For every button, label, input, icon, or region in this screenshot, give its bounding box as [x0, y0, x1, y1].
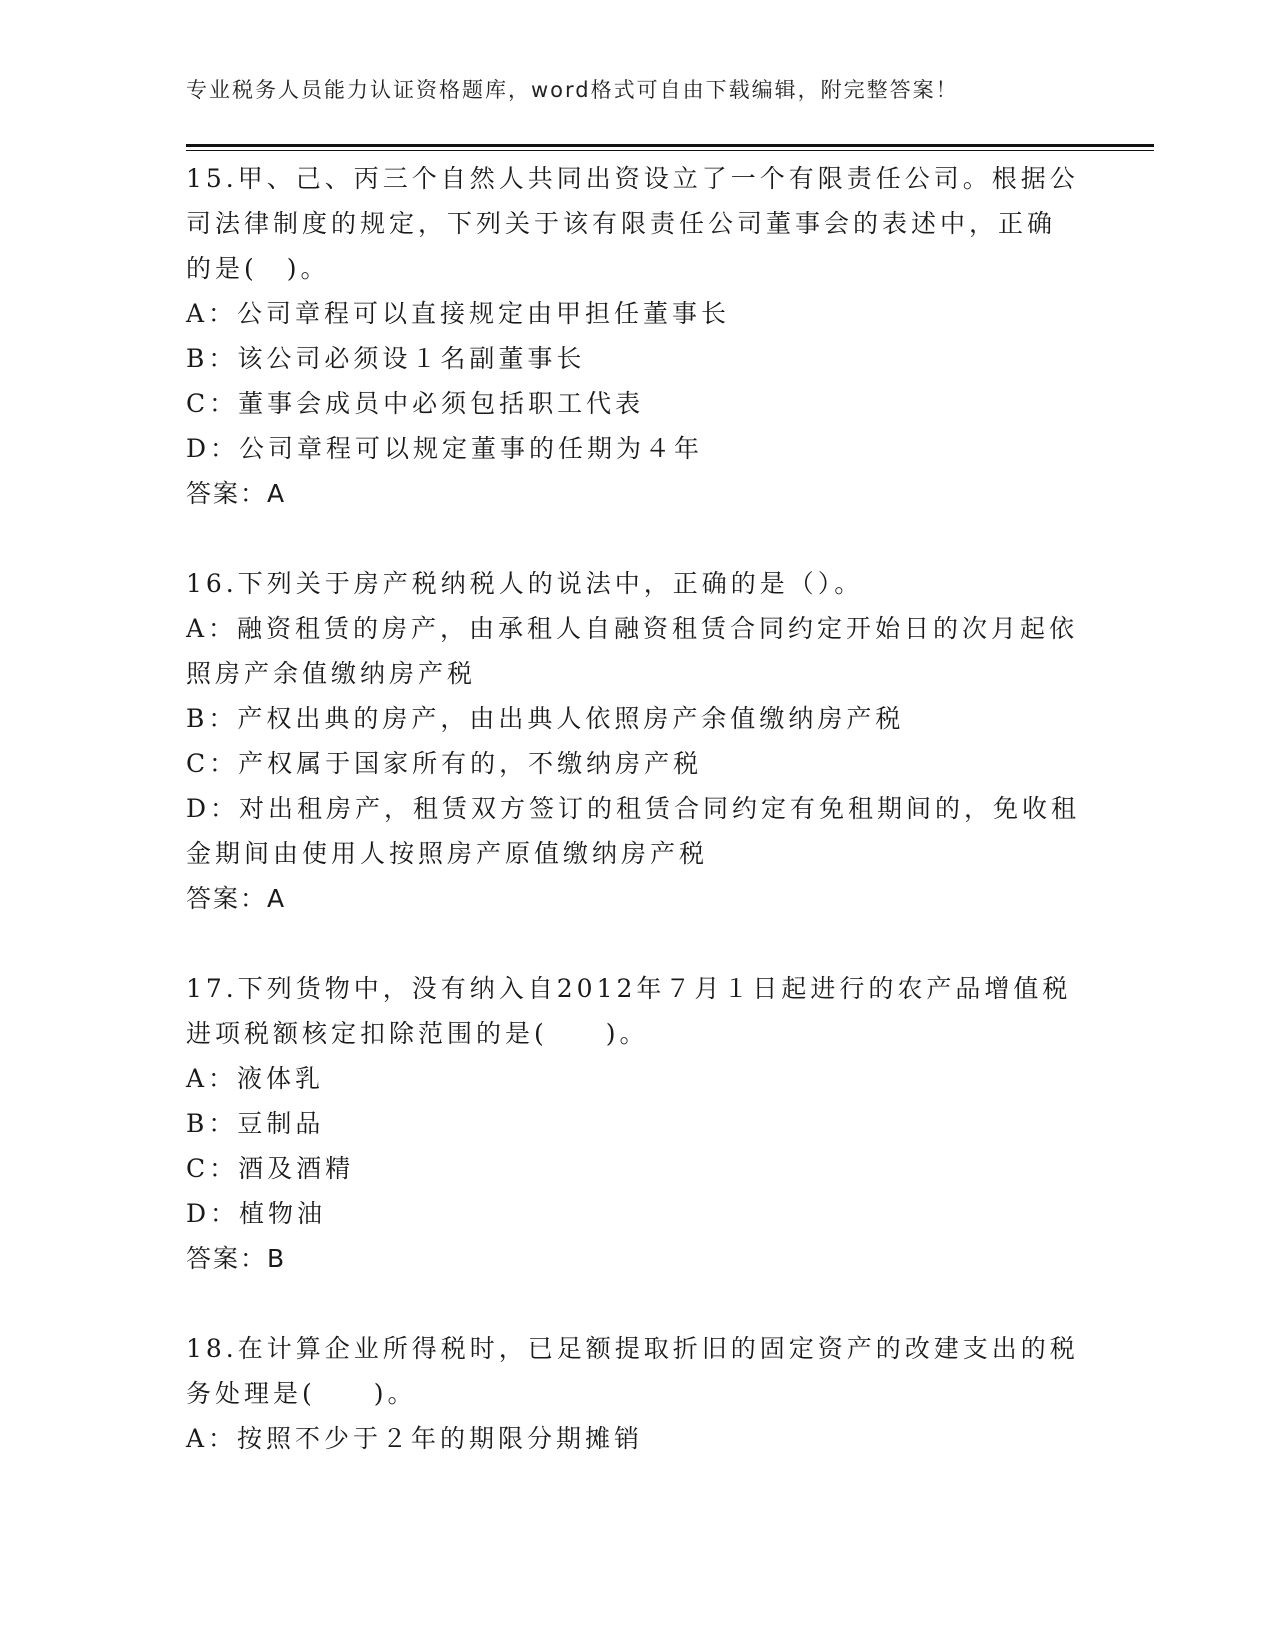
- answer-line: 答案：A: [186, 884, 287, 913]
- option-a: A：公司章程可以直接规定由甲担任董事长: [186, 299, 731, 328]
- question-18: [186, 1326, 1086, 1461]
- option-d: D：植物油: [186, 1199, 327, 1228]
- header-divider-thick: [186, 144, 1154, 147]
- question-spacer: [186, 921, 1086, 966]
- question-list: [186, 156, 1086, 1461]
- option-a-continued: 照房产余值缴纳房产税: [186, 659, 477, 688]
- question-stem-line: 15.甲、己、丙三个自然人共同出资设立了一个有限责任公司。根据公: [186, 164, 1079, 193]
- question-stem-line: 司法律制度的规定，下列关于该有限责任公司董事会的表述中，正确: [186, 209, 1057, 238]
- question-spacer: [186, 516, 1086, 561]
- question-spacer: [186, 1281, 1086, 1326]
- page-header: 专业税务人员能力认证资格题库，word格式可自由下载编辑，附完整答案！: [186, 78, 959, 102]
- option-b: B：豆制品: [186, 1109, 325, 1138]
- question-16: [186, 561, 1086, 921]
- answer-line: 答案：B: [186, 1244, 287, 1273]
- answer-line: 答案：A: [186, 479, 287, 508]
- option-a: A：融资租赁的房产，由承租人自融资租赁合同约定开始日的次月起依: [186, 614, 1079, 643]
- question-stem-line: 18.在计算企业所得税时，已足额提取折旧的固定资产的改建支出的税: [186, 1334, 1079, 1363]
- option-b: B：产权出典的房产，由出典人依照房产余值缴纳房产税: [186, 704, 905, 733]
- option-c: C：产权属于国家所有的，不缴纳房产税: [186, 749, 703, 778]
- option-c: C：酒及酒精: [186, 1154, 355, 1183]
- option-d: D：公司章程可以规定董事的任期为４年: [186, 434, 704, 463]
- option-d-continued: 金期间由使用人按照房产原值缴纳房产税: [186, 839, 709, 868]
- question-15: [186, 156, 1086, 516]
- question-stem-line: 17.下列货物中，没有纳入自2012年７月１日起进行的农产品增值税: [186, 974, 1072, 1003]
- question-stem-line: 进项税额核定扣除范围的是( )。: [186, 1019, 649, 1048]
- option-a: A：按照不少于２年的期限分期摊销: [186, 1424, 644, 1453]
- option-c: C：董事会成员中必须包括职工代表: [186, 389, 645, 418]
- option-a: A：液体乳: [186, 1064, 325, 1093]
- question-stem-line: 的是( )。: [186, 254, 330, 283]
- option-d: D：对出租房产，租赁双方签订的租赁合同约定有免租期间的，免收租: [186, 794, 1081, 823]
- header-divider-thin: [186, 150, 1154, 151]
- question-stem-line: 务处理是( )。: [186, 1379, 417, 1408]
- option-b: B：该公司必须设１名副董事长: [186, 344, 586, 373]
- question-17: [186, 966, 1086, 1281]
- question-stem-line: 16.下列关于房产税纳税人的说法中，正确的是（）。: [186, 569, 864, 598]
